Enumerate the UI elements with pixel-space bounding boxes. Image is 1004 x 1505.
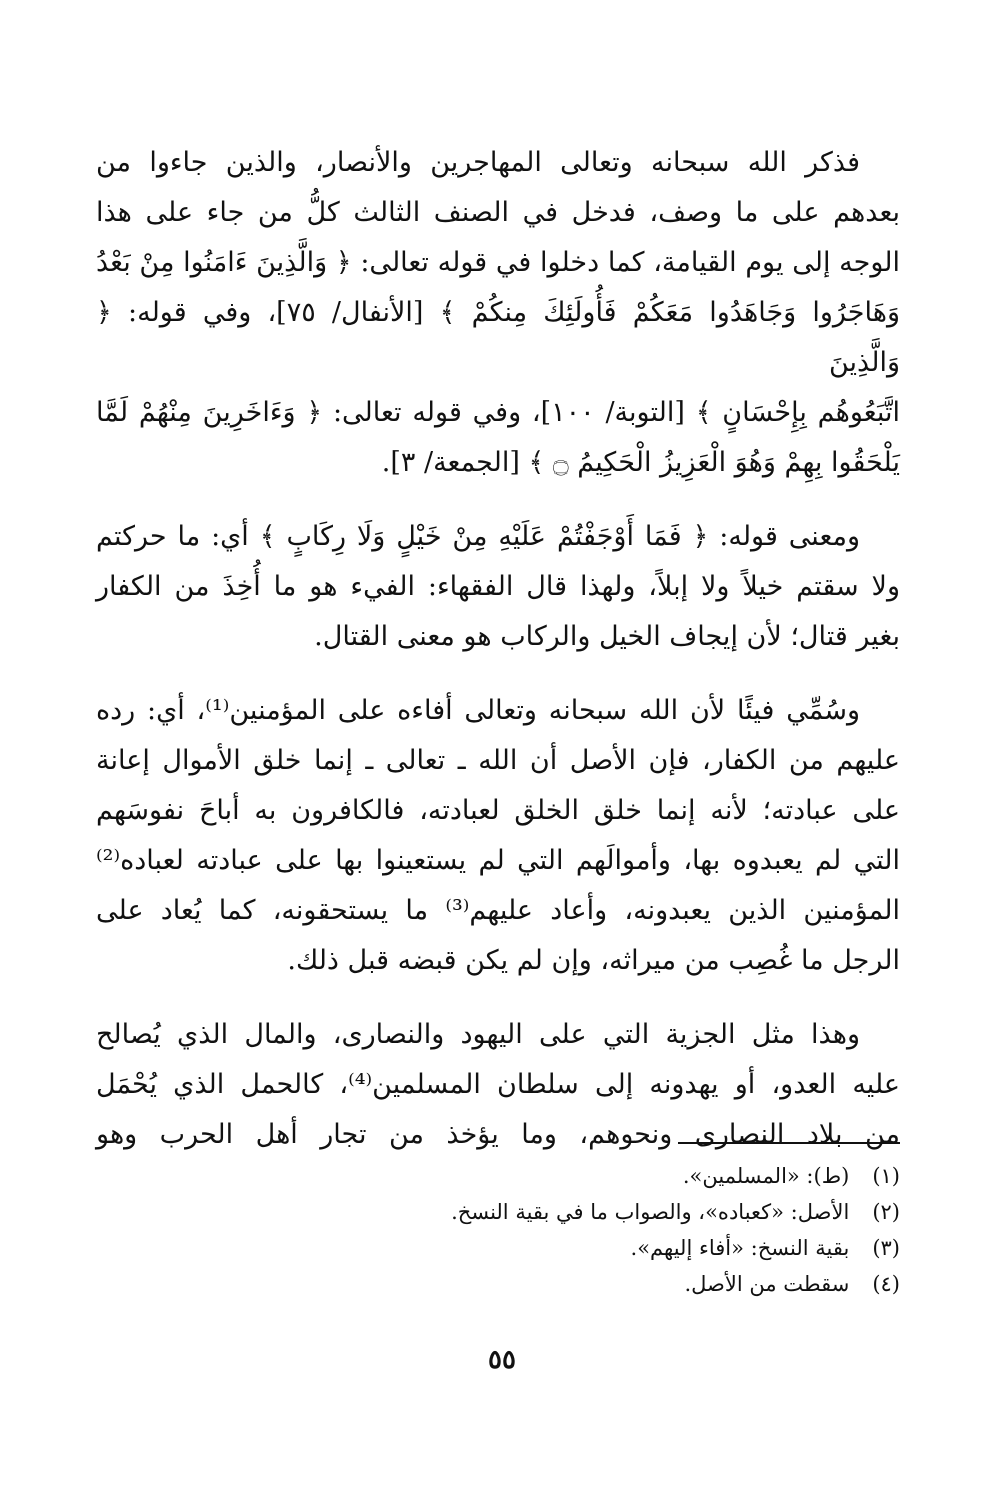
text-line: عليه العدو، أو يهدونه إلى سلطان المسلمين⁽⁴⁾، كالحمل الذي يُحْمَل: [96, 1069, 900, 1100]
main-text: [96, 138, 900, 1184]
text-line: عليهم من الكفار، فإن الأصل أن الله ـ تعالى ـ إنما خلق الأموال إعانة: [96, 745, 900, 776]
text-line: وهذا مثل الجزية التي على اليهود والنصارى، والمال الذي يُصالح: [96, 1019, 860, 1050]
paragraph: [96, 1010, 900, 1160]
paragraph: [96, 138, 900, 488]
footnote-text: (ط): «المسلمين».: [682, 1164, 850, 1188]
footnote-number: (٣): [872, 1236, 900, 1260]
footnote-text: الأصل: «كعباده»، والصواب ما في بقية النسخ.: [451, 1200, 850, 1224]
text-line: على عبادته؛ لأنه إنما خلق الخلق لعبادته، فالكافرون به أباحَ نفوسَهم: [96, 795, 900, 826]
text-line: الوجه إلى يوم القيامة، كما دخلوا في قوله تعالى: ﴿ وَالَّذِينَ ءَامَنُوا مِنْ بَعْدُ: [96, 247, 900, 278]
text-line: اتَّبَعُوهُم بِإِحْسَانٍ ﴾ [التوبة/ ١٠٠]، وفي قوله تعالى: ﴿ وَءَاخَرِينَ مِنْهُمْ لَمَّا: [96, 397, 900, 428]
text-line: وَهَاجَرُوا وَجَاهَدُوا مَعَكُمْ فَأُولَئِكَ مِنكُمْ ﴾ [الأنفال/ ٧٥]، وفي قوله: ﴿ وَالَّذِينَ: [96, 297, 901, 378]
footnote-number: (٤): [872, 1272, 900, 1296]
footnote-text: سقطت من الأصل.: [684, 1272, 850, 1296]
footnote: [140, 1158, 900, 1194]
footnote-text: بقية النسخ: «أفاء إليهم».: [630, 1236, 850, 1260]
text-line: الرجل ما غُصِب من ميراثه، وإن لم يكن قبضه قبل ذلك.: [287, 945, 900, 976]
text-line: ولا سقتم خيلاً ولا إبلاً، ولهذا قال الفقهاء: الفيء هو ما أُخِذَ من الكفار: [96, 571, 900, 602]
text-line: المؤمنين الذين يعبدونه، وأعاد عليهم⁽³⁾ ما يستحقونه، كما يُعاد على: [96, 895, 900, 926]
footnote-number: (١): [872, 1164, 900, 1188]
footnote: [140, 1266, 900, 1302]
text-line: فذكر الله سبحانه وتعالى المهاجرين والأنصار، والذين جاءوا من: [96, 147, 860, 178]
footnote: [140, 1230, 900, 1266]
text-line: ومعنى قوله: ﴿ فَمَا أَوْجَفْتُمْ عَلَيْهِ مِنْ خَيْلٍ وَلَا رِكَابٍ ﴾ أي: ما حركتم: [96, 521, 860, 552]
footnote-number: (٢): [872, 1200, 900, 1224]
text-line: التي لم يعبدوه بها، وأموالَهم التي لم يستعينوا بها على عبادته لعباده⁽²⁾: [96, 845, 900, 876]
footnotes: [140, 1158, 900, 1302]
paragraph: [96, 512, 900, 662]
text-line: وسُمِّي فيئًا لأن الله سبحانه وتعالى أفاءه على المؤمنين⁽¹⁾، أي: رده: [96, 695, 860, 726]
footnote: [140, 1194, 900, 1230]
text-line: بعدهم على ما وصف، فدخل في الصنف الثالث كلُّ من جاء على هذا: [96, 197, 900, 228]
paragraph: [96, 686, 900, 986]
footnote-divider: [678, 1142, 900, 1144]
page-number: ٥٥: [488, 1345, 516, 1375]
text-line: بغير قتال؛ لأن إيجاف الخيل والركاب هو معنى القتال.: [314, 621, 900, 652]
text-line: يَلْحَقُوا بِهِمْ وَهُوَ الْعَزِيزُ الْحَكِيمُ ۝ ﴾ [الجمعة/ ٣].: [381, 447, 900, 478]
text-line: من بلاد النصارى ونحوهم، وما يؤخذ من تجار أهل الحرب وهو: [96, 1119, 900, 1150]
